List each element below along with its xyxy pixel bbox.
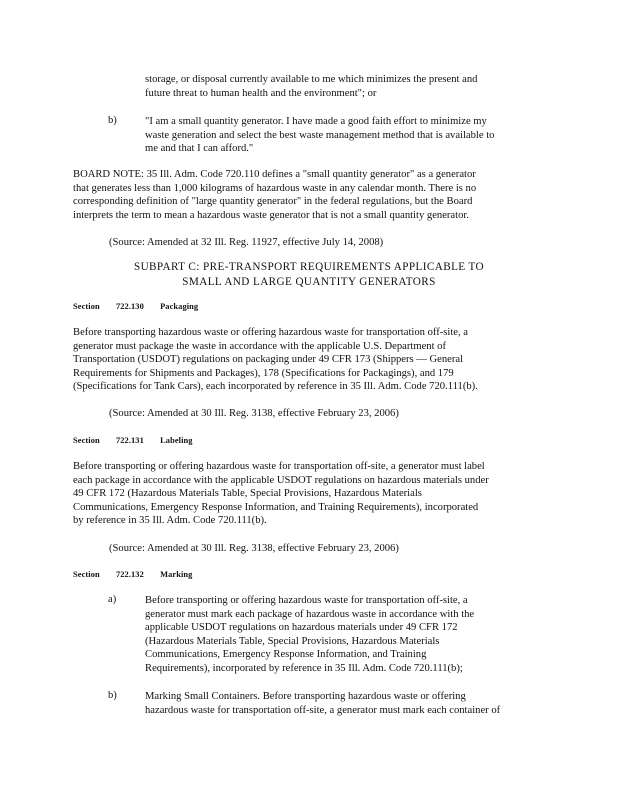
marking-a-text xyxy=(145,594,517,676)
text-line: by reference in 35 Ill. Adm. Code 720.111(b). xyxy=(73,515,267,527)
text-line: Before transporting or offering hazardous waste for transportation off-site, a xyxy=(145,595,468,606)
section-heading xyxy=(73,302,212,311)
text-line: each package in accordance with the applicable USDOT regulations on hazardous materials under xyxy=(73,474,489,486)
marking-b-label: b) xyxy=(108,690,117,701)
section-title: Labeling xyxy=(160,436,193,445)
section-title: Packaging xyxy=(160,302,199,311)
section-heading xyxy=(73,436,207,445)
text-line: Communications, Emergency Response Information, and Training xyxy=(145,649,427,661)
subpart-title-line: SMALL AND LARGE QUANTITY GENERATORS xyxy=(182,275,436,288)
section-title: Marking xyxy=(160,570,193,579)
text-line: 49 CFR 172 (Hazardous Materials Table, Special Provisions, Hazardous Materials xyxy=(73,488,422,500)
section-label: Section xyxy=(73,302,100,311)
item-b-text xyxy=(145,115,542,156)
text-line: Requirements for Shipments and Packages), 178 (Specifications for Packagings), and 179 xyxy=(73,367,454,379)
text-line: Communications, Emergency Response Information, and Training Requirements), incorporated xyxy=(73,501,479,513)
continuation-text xyxy=(145,73,520,100)
text-line: applicable USDOT regulations on hazardous materials under 49 CFR 172 xyxy=(145,622,458,634)
section-number: 722.131 xyxy=(115,436,144,445)
text-line: (Specifications for Tank Cars), each incorporated by reference in 35 Ill. Adm. Code 720.111(b). xyxy=(73,381,478,393)
text-line: Before transporting hazardous waste or offering hazardous waste for transportation off-site, a xyxy=(73,327,468,338)
text-line: generator must mark each package of hazardous waste in accordance with the xyxy=(145,608,475,620)
section-number: 722.132 xyxy=(115,570,144,579)
item-b-label: b) xyxy=(108,115,117,126)
packaging-text xyxy=(73,326,545,394)
board-note xyxy=(73,168,545,222)
text-line: corresponding definition of "large quantity generator" in the federal regulations, but the Board xyxy=(73,196,473,208)
text-line: Before transporting or offering hazardous waste for transportation off-site, a generator must label xyxy=(73,461,485,472)
section-heading xyxy=(73,570,206,579)
source-note: (Source: Amended at 30 Ill. Reg. 3138, effective February 23, 2006) xyxy=(109,543,399,554)
text-line: Marking Small Containers. Before transporting hazardous waste or offering xyxy=(145,691,466,702)
text-line: that generates less than 1,000 kilograms of hazardous waste in any calendar month. There is no xyxy=(73,182,477,194)
text-line: (Hazardous Materials Table, Special Provisions, Hazardous Materials xyxy=(145,635,440,647)
text-line: future threat to human health and the environment"; or xyxy=(145,87,377,99)
text-line: interprets the term to mean a hazardous waste generator that is not a small quantity generator. xyxy=(73,209,469,221)
text-line: generator must package the waste in accordance with the applicable U.S. Department of xyxy=(73,340,446,352)
section-label: Section xyxy=(73,436,100,445)
section-number: 722.130 xyxy=(115,302,144,311)
text-line: Requirements), incorporated by reference in 35 Ill. Adm. Code 720.111(b); xyxy=(145,662,463,674)
labeling-text xyxy=(73,460,545,528)
text-line: me and that I can afford." xyxy=(145,143,254,155)
text-line: "I am a small quantity generator. I have made a good faith effort to minimize my xyxy=(145,116,487,127)
source-note: (Source: Amended at 32 Ill. Reg. 11927, effective July 14, 2008) xyxy=(109,237,384,248)
source-note: (Source: Amended at 30 Ill. Reg. 3138, effective February 23, 2006) xyxy=(109,408,399,419)
subpart-title-line: SUBPART C: PRE-TRANSPORT REQUIREMENTS APPLICABLE TO xyxy=(133,261,485,273)
marking-a-label: a) xyxy=(108,594,117,605)
section-label: Section xyxy=(73,570,100,579)
subpart-title xyxy=(110,260,508,289)
text-line: storage, or disposal currently available to me which minimizes the present and xyxy=(145,74,478,85)
text-line: waste generation and select the best waste management method that is available to xyxy=(145,129,495,141)
text-line: hazardous waste for transportation off-site, a generator must mark each container of xyxy=(145,704,501,716)
text-line: Transportation (USDOT) regulations on packaging under 49 CFR 173 (Shippers — General xyxy=(73,354,464,366)
text-line: BOARD NOTE: 35 Ill. Adm. Code 720.110 defines a "small quantity generator" as a generator xyxy=(73,169,476,180)
marking-b-text xyxy=(145,690,542,717)
